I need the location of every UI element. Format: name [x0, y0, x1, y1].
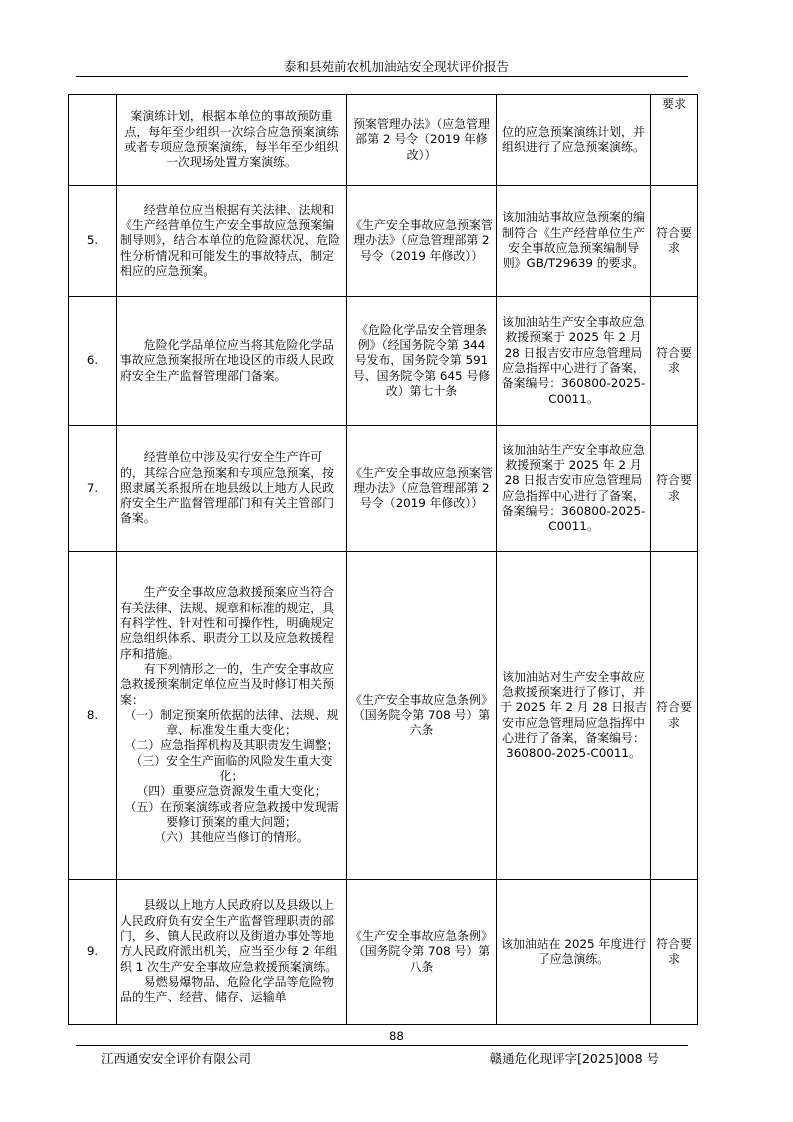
footer-document-number: 赣通危化现评字[2025]008 号	[489, 1051, 659, 1066]
requirement-item: （三）安全生产面临的风险发生重大变化；	[130, 753, 333, 784]
table-row	[69, 552, 698, 880]
requirement-cell	[117, 552, 347, 880]
requirement-text: 经营单位应当根据有关法律、法规和《生产经营单位生产安全事故应急预案编制导则》，结合本单位的危险源状况、危险性分析情况和可能发生的事故特点，制定相应的应急预案。	[120, 202, 340, 278]
row-number: 5.	[69, 186, 117, 297]
header-divider	[76, 76, 688, 77]
row-number: 8.	[69, 552, 117, 880]
result-cell: 该加油站生产安全事故应急救援预案于 2025 年 2 月 28 日报吉安市应急管理局应急指挥中心进行了备案，备案编号：360800-2025-C0011。	[497, 297, 651, 426]
requirement-cell	[117, 186, 347, 297]
conclusion-cell: 符合要求	[651, 552, 698, 880]
requirement-item: （四）重要应急资源发生重大变化；	[136, 784, 327, 799]
row-number: 9.	[69, 880, 117, 1025]
basis-cell: 《生产安全事故应急条例》（国务院令第 708 号）第六条	[347, 552, 497, 880]
footer-divider	[76, 1045, 688, 1046]
evaluation-table-container	[68, 94, 692, 1025]
basis-cell: 《危险化学品安全管理条例》（经国务院令第 344 号发布，国务院令第 591 号、国务院令第 645 号修改）第七十条	[347, 297, 497, 426]
basis-cell: 《生产安全事故应急预案管理办法》（应急管理部第 2 号令（2019 年修改））	[347, 186, 497, 297]
requirement-text: 有下列情形之一的，生产安全事故应急救援预案制定单位应当及时修订相关预案：	[120, 661, 335, 707]
requirement-item: （五）在预案演练或者应急救援中发现需要修订预案的重大问题；	[124, 799, 339, 829]
requirement-cell	[117, 95, 347, 186]
row-number: 6.	[69, 297, 117, 426]
requirement-item: （一）制定预案所依据的法律、法规、规章、标准发生重大变化；	[124, 707, 339, 738]
row-number: 7.	[69, 426, 117, 552]
table-row	[69, 186, 698, 297]
requirement-text: 危险化学品单位应当将其危险化学品事故应急预案报所在地设区的市级人民政府安全生产监督管理部门备案。	[120, 338, 335, 383]
result-cell: 位的应急预案演练计划，并组织进行了应急预案演练。	[497, 95, 651, 186]
result-cell: 该加油站对生产安全事故应急救援预案进行了修订，并于 2025 年 2 月 28 日报吉安市应急管理局应急指挥中心进行了备案，备案编号：360800-2025-C0011。	[497, 552, 651, 880]
row-number	[69, 95, 117, 186]
requirement-text: 经营单位中涉及实行安全生产许可的，其综合应急预案和专项应急预案，按照隶属关系报所在地县级以上地方人民政府安全生产监督管理部门和有关主管部门备案。	[120, 450, 335, 526]
result-cell: 该加油站事故应急预案的编制符合《生产经营单位生产安全事故应急预案编制导则》GB/T29639 的要求。	[497, 186, 651, 297]
requirement-item: （二）应急指挥机构及其职责发生调整；	[124, 738, 339, 753]
page-header-title: 泰和县苑前农机加油站安全现状评价报告	[283, 59, 509, 74]
requirement-item: （六）其他应当修订的情形。	[154, 830, 309, 845]
basis-cell: 预案管理办法》（应急管理部第 2 号令（2019 年修改））	[347, 95, 497, 186]
conclusion-cell: 符合要求	[651, 426, 698, 552]
conclusion-cell: 要求	[651, 95, 698, 186]
requirement-cell	[117, 880, 347, 1025]
table-row	[69, 426, 698, 552]
page-number: 88	[389, 1029, 404, 1043]
requirement-text: 生产安全事故应急救援预案应当符合有关法律、法规、规章和标准的规定，具有科学性、针对性和可操作性，明确规定应急组织体系、职责分工以及应急救援程序和措施。	[120, 585, 335, 661]
footer-company: 江西通安安全评价有限公司	[101, 1051, 252, 1066]
requirement-text: 案演练计划，根据本单位的事故预防重点，每年至少组织一次综合应急预案演练或者专项应急预案演练，每半年至少组织一次现场处置方案演练。	[124, 109, 339, 170]
requirement-text: 县级以上地方人民政府以及县级以上人民政府负有安全生产监督管理职责的部门，乡、镇人民政府以及街道办事处等地方人民政府派出机关，应当至少每 2 年组织 1 次生产安全事故应急救援预案演练。	[120, 898, 338, 974]
table-row	[69, 95, 698, 186]
evaluation-table	[68, 94, 698, 1025]
conclusion-cell: 符合要求	[651, 297, 698, 426]
requirement-text: 易燃易爆物品、危险化学品等危险物品的生产、经营、储存、运输单	[120, 974, 335, 1005]
conclusion-cell: 符合要求	[651, 186, 698, 297]
result-cell: 该加油站生产安全事故应急救援预案于 2025 年 2 月 28 日报吉安市应急管理局应急指挥中心进行了备案，备案编号：360800-2025-C0011。	[497, 426, 651, 552]
requirement-cell	[117, 297, 347, 426]
requirement-cell	[117, 426, 347, 552]
result-cell: 该加油站在 2025 年度进行了应急演练。	[497, 880, 651, 1025]
table-row	[69, 880, 698, 1025]
table-row	[69, 297, 698, 426]
basis-cell: 《生产安全事故应急条例》（国务院令第 708 号）第八条	[347, 880, 497, 1025]
conclusion-cell: 符合要求	[651, 880, 698, 1025]
basis-cell: 《生产安全事故应急预案管理办法》（应急管理部第 2 号令（2019 年修改））	[347, 426, 497, 552]
